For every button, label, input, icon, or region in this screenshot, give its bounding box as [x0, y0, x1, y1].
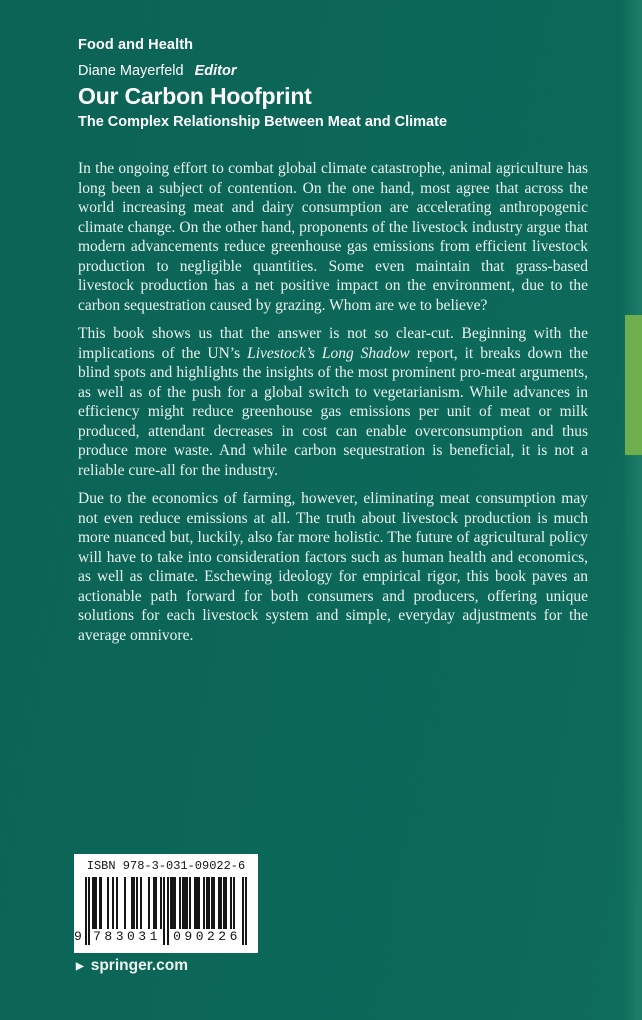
- barcode-bar: [99, 877, 101, 929]
- barcode-bar: [233, 877, 235, 929]
- barcode-bar: [174, 877, 176, 929]
- barcode-bar: [182, 877, 184, 929]
- barcode-bar: [163, 877, 165, 945]
- blurb-italic-book-title: Livestock’s Long Shadow: [247, 344, 410, 362]
- arrow-right-icon: ▶: [76, 961, 84, 972]
- barcode-bar: [225, 877, 227, 929]
- barcode-bar: [208, 877, 210, 929]
- blurb-text: Due to the economics of farming, however, eliminating meat consumption may not even reduce emissions at all. The truth about livestock production is much more nuanced but, luckily, also far more holistic. The future of agricultural policy will have to take into consideration factors such as human health and economics, as well as climate. Eschewing ideology for empirical rigor, this book paves an actionable path forward for both consumers and producers, offering unique solutions for each livestock system and simple, everyday adjustments for the average omnivore.: [78, 490, 588, 644]
- barcode-bar: [136, 877, 138, 929]
- barcode-bar: [148, 877, 150, 929]
- barcode-bar: [133, 877, 135, 929]
- book-subtitle: The Complex Relationship Between Meat and Climate: [78, 114, 448, 130]
- barcode-bar: [155, 877, 157, 929]
- barcode-bar: [94, 877, 96, 929]
- blurb-paragraph-2: [78, 324, 588, 480]
- barcode-bar: [112, 877, 114, 929]
- publisher-url-line: [76, 957, 188, 975]
- barcode-bar: [100, 877, 102, 929]
- barcode-bar: [189, 877, 191, 929]
- barcode-bar: [196, 877, 198, 929]
- barcode-bar: [194, 877, 196, 929]
- publisher-url: springer.com: [90, 957, 189, 974]
- barcode-bar: [167, 877, 169, 945]
- back-cover-blurb: [78, 159, 588, 654]
- barcode-bar: [213, 877, 215, 929]
- series-color-tab: [625, 315, 642, 455]
- barcode-bar: [153, 877, 155, 929]
- barcode-bar: [242, 877, 244, 945]
- barcode-bar: [179, 877, 181, 929]
- blurb-text: This book shows us that the answer is not so clear-cut. Beginning with the implications of the UN’s: [78, 325, 588, 362]
- isbn-barcode-box: [74, 854, 258, 953]
- blurb-text: In the ongoing effort to combat global climate catastrophe, animal agriculture has long been a subject of contention. On the one hand, most agree that across the world increasing meat and dairy consumption are accelerating anthropogenic climate change. On the other hand, proponents of the livestock industry argue that modern advancements reduce greenhouse gas emissions from efficient livestock production to negligible quantities. Some even maintain that grass-based livestock production has a net positive impact on the environment, due to the carbon sequestration caused by grazing. Whom are we to believe?: [78, 160, 588, 314]
- barcode-bar: [203, 877, 205, 929]
- barcode-bar: [172, 877, 174, 929]
- barcode-bar: [220, 877, 222, 929]
- cover-edge-highlight: [622, 0, 642, 1020]
- blurb-paragraph-1: [78, 159, 588, 315]
- blurb-text: report, it breaks down the blind spots and highlights the insights of the most prominent pro-meat arguments, as well as of the push for a global switch to vegetarianism. While advances in efficiency might reduce greenhouse gas emissions per unit of meat or milk produced, attendant decreases in cost can enable overconsumption and thus produce more waste. And while carbon sequestration is beneficial, it is not a reliable cure-all for the industry.: [78, 344, 588, 479]
- editor-line: [78, 63, 236, 79]
- barcode-bar: [223, 877, 225, 929]
- barcode-bar: [92, 877, 94, 929]
- barcode-bar: [170, 877, 172, 929]
- barcode-bar: [116, 877, 118, 929]
- barcode-bar: [206, 877, 208, 929]
- ean-left-digits: 783031: [90, 929, 161, 945]
- barcode-bar: [186, 877, 188, 929]
- barcode-bar: [140, 877, 142, 929]
- series-title: Food and Health: [78, 37, 194, 53]
- editor-role: Editor: [194, 63, 237, 79]
- blurb-paragraph-3: [78, 489, 588, 645]
- barcode-bar: [124, 877, 126, 929]
- barcode-bar: [245, 877, 247, 945]
- barcode-bar: [184, 877, 186, 929]
- barcode-bar: [95, 877, 97, 929]
- barcode-bar: [160, 877, 162, 929]
- isbn-number: ISBN 978-3-031-09022-6: [86, 859, 246, 873]
- ean13-barcode: [74, 877, 247, 945]
- barcode-bar: [230, 877, 232, 929]
- ean-right-digits: 090226: [170, 929, 241, 945]
- barcode-bar: [107, 877, 109, 929]
- barcode-bar: [198, 877, 200, 929]
- barcode-bar: [131, 877, 133, 929]
- barcode-bar: [211, 877, 213, 929]
- ean-first-digit: 9: [74, 929, 82, 944]
- barcode-bar: [218, 877, 220, 929]
- book-title: Our Carbon Hoofprint: [78, 83, 312, 109]
- editor-name: Diane Mayerfeld: [78, 63, 184, 79]
- barcode-bar: [85, 877, 87, 945]
